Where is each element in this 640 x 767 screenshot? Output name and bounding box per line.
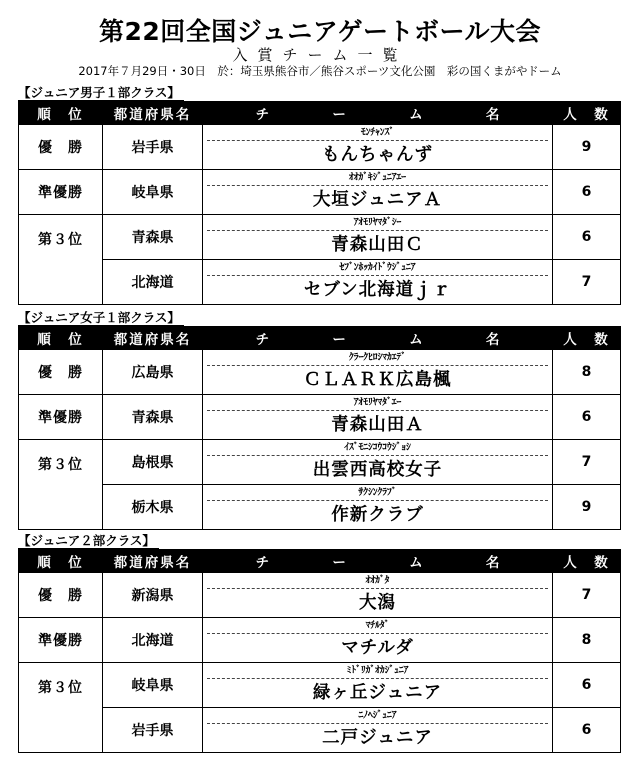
prefecture-cell: 北海道 <box>103 260 203 305</box>
member-count: 8 <box>553 618 621 663</box>
team-name: 大垣ジュニアＡ <box>312 190 443 210</box>
rank-cell: 第３位 <box>19 440 103 530</box>
header-prefecture: 都道府県名 <box>103 327 203 350</box>
rank-cell: 準優勝 <box>19 618 103 663</box>
header-count: 人 数 <box>553 327 621 350</box>
team-kana: ｵｵｶﾞｷｼﾞｭﾆｱｴｰ <box>207 170 548 186</box>
rank-cell: 準優勝 <box>19 395 103 440</box>
team-name: ＣＬＡＲＫ広島楓 <box>303 370 452 390</box>
table-row <box>19 618 621 663</box>
team-kana: ﾏﾁﾙﾀﾞ <box>207 618 548 634</box>
team-cell <box>203 663 553 708</box>
team-name: もんちゃんず <box>322 145 433 165</box>
header-prefecture: 都道府県名 <box>103 550 203 573</box>
header-prefecture: 都道府県名 <box>103 102 203 125</box>
table-row <box>19 485 621 530</box>
team-kana: ｲｽﾞﾓﾆｼｺｳｺｳｼﾞｮｼ <box>207 440 548 456</box>
team-kana: ｱｵﾓﾘﾔﾏﾀﾞｴｰ <box>207 395 548 411</box>
section-title: 【ジュニア２部クラス】 <box>18 534 159 549</box>
header-team-char: ー <box>332 555 346 571</box>
team-kana: ｸﾗｰｸﾋﾛｼﾏｶｴﾃﾞ <box>207 350 548 366</box>
team-cell <box>203 260 553 305</box>
results-section <box>18 530 620 753</box>
team-cell <box>203 215 553 260</box>
header-team-char: 名 <box>485 555 500 571</box>
team-name: セブン北海道ｊｒ <box>303 280 452 300</box>
results-section <box>18 82 620 305</box>
header-team-char: ー <box>332 107 346 123</box>
header-rank: 順 位 <box>19 327 103 350</box>
team-name: 出雲西高校女子 <box>312 460 443 480</box>
rank-cell: 優 勝 <box>19 125 103 170</box>
table-row <box>19 395 621 440</box>
team-name: 青森山田Ｃ <box>331 235 424 255</box>
header-team-char: 名 <box>485 332 500 348</box>
member-count: 6 <box>553 663 621 708</box>
prefecture-cell: 岐阜県 <box>103 170 203 215</box>
header-team-char: 名 <box>485 107 500 123</box>
table-row <box>19 215 621 260</box>
rank-cell: 準優勝 <box>19 170 103 215</box>
team-cell <box>203 440 553 485</box>
prefecture-cell: 岩手県 <box>103 125 203 170</box>
team-cell <box>203 170 553 215</box>
page-title: 第22回全国ジュニアゲートボール大会 <box>98 17 542 46</box>
section-title: 【ジュニア女子１部クラス】 <box>18 311 184 326</box>
header-team-char: ム <box>409 555 423 571</box>
team-name: 大潟 <box>359 593 396 613</box>
team-cell <box>203 485 553 530</box>
team-kana: ﾆﾉﾍｼﾞｭﾆｱ <box>207 708 548 724</box>
team-name: マチルダ <box>341 638 414 658</box>
table-row <box>19 125 621 170</box>
results-table <box>18 101 621 305</box>
prefecture-cell: 岐阜県 <box>103 663 203 708</box>
team-kana: ｵｵｶﾞﾀ <box>207 573 548 589</box>
team-kana: ｻｸｼﾝｸﾗﾌﾞ <box>207 485 548 501</box>
results-section <box>18 307 620 530</box>
prefecture-cell: 新潟県 <box>103 573 203 618</box>
team-kana: ﾐﾄﾞﾘｶﾞｵｶｼﾞｭﾆｱ <box>207 663 548 679</box>
prefecture-cell: 岩手県 <box>103 708 203 753</box>
rank-cell: 優 勝 <box>19 573 103 618</box>
header-team-name <box>203 102 553 125</box>
header-team-char: ム <box>409 332 423 348</box>
page-subtitle: 入賞チーム一覧 <box>232 46 408 64</box>
prefecture-cell: 栃木県 <box>103 485 203 530</box>
team-cell <box>203 708 553 753</box>
prefecture-cell: 広島県 <box>103 350 203 395</box>
prefecture-cell: 島根県 <box>103 440 203 485</box>
table-row <box>19 440 621 485</box>
member-count: 9 <box>553 485 621 530</box>
header-team-char: チ <box>255 107 270 123</box>
team-cell <box>203 125 553 170</box>
member-count: 6 <box>553 395 621 440</box>
member-count: 7 <box>553 573 621 618</box>
header-rank: 順 位 <box>19 550 103 573</box>
team-kana: ｾﾌﾞﾝﾎｯｶｲﾄﾞｳｼﾞｭﾆｱ <box>207 260 548 276</box>
member-count: 8 <box>553 350 621 395</box>
section-title: 【ジュニア男子１部クラス】 <box>18 86 184 101</box>
team-cell <box>203 618 553 663</box>
event-info: 2017年７月29日・30日 於：埼玉県熊谷市／熊谷スポーツ文化公園 彩の国くまがやドーム <box>78 64 562 78</box>
table-row <box>19 573 621 618</box>
table-row <box>19 663 621 708</box>
header-rank: 順 位 <box>19 102 103 125</box>
team-cell <box>203 350 553 395</box>
team-name: 二戸ジュニア <box>322 728 433 748</box>
prefecture-cell: 青森県 <box>103 215 203 260</box>
prefecture-cell: 青森県 <box>103 395 203 440</box>
table-row <box>19 260 621 305</box>
team-name: 青森山田Ａ <box>331 415 424 435</box>
header-team-name <box>203 327 553 350</box>
table-row <box>19 350 621 395</box>
table-row <box>19 708 621 753</box>
member-count: 7 <box>553 260 621 305</box>
rank-cell: 第３位 <box>19 215 103 305</box>
header-team-char: チ <box>255 332 270 348</box>
header-team-char: ー <box>332 332 346 348</box>
header-count: 人 数 <box>553 550 621 573</box>
rank-cell: 第３位 <box>19 663 103 753</box>
header-team-char: ム <box>409 107 423 123</box>
rank-cell: 優 勝 <box>19 350 103 395</box>
prefecture-cell: 北海道 <box>103 618 203 663</box>
results-table <box>18 326 621 530</box>
member-count: 6 <box>553 215 621 260</box>
team-kana: ｱｵﾓﾘﾔﾏﾀﾞｼｰ <box>207 215 548 231</box>
header-count: 人 数 <box>553 102 621 125</box>
member-count: 9 <box>553 125 621 170</box>
table-row <box>19 170 621 215</box>
team-name: 作新クラブ <box>331 505 424 525</box>
team-cell <box>203 573 553 618</box>
team-cell <box>203 395 553 440</box>
header-team-name <box>203 550 553 573</box>
results-table <box>18 549 621 753</box>
member-count: 6 <box>553 170 621 215</box>
member-count: 7 <box>553 440 621 485</box>
header-team-char: チ <box>255 555 270 571</box>
team-kana: ﾓﾝﾁｬﾝｽﾞ <box>207 125 548 141</box>
team-name: 緑ヶ丘ジュニア <box>312 683 443 703</box>
member-count: 6 <box>553 708 621 753</box>
